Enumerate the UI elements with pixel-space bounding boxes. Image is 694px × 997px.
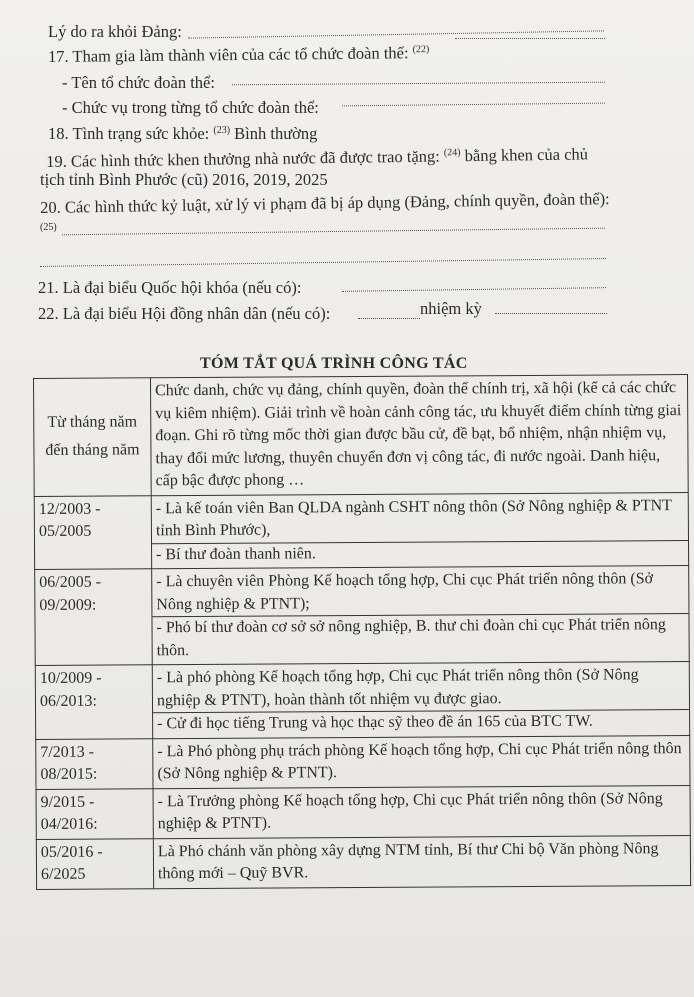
table-row	[35, 661, 689, 738]
period-cell: 9/2015 - 04/2016:	[36, 788, 153, 839]
header-period-cell	[34, 378, 152, 496]
item22-peoples-council: 22. Là đại biểu Hội đồng nhân dân (nếu có):	[38, 304, 331, 323]
period-cell: 05/2016 - 6/2025	[36, 838, 153, 889]
item22-term-label: nhiệm kỳ	[420, 299, 482, 318]
item21-national-assembly: 21. Là đại biểu Quốc hội khóa (nếu có):	[38, 278, 302, 297]
item18-health: 18. Tình trạng sức khỏe: $^{(23)}$ Bình thường	[48, 124, 318, 143]
table-row	[35, 565, 690, 665]
description-cell: - Là Trưởng phòng Kế hoạch tổng hợp, Chi cục Phát triển nông thôn (Sở Nông nghiệp & PTNT).	[153, 785, 690, 838]
item20-ref: (25)	[40, 222, 57, 233]
item22-blank-1	[358, 318, 420, 319]
item19-awards-cont: tịch tỉnh Bình Phước (cũ) 2016, 2019, 2025	[40, 170, 328, 189]
period-cell: 12/2003 - 05/2005	[34, 495, 151, 569]
item20-discipline: 20. Các hình thức kỷ luật, xử lý vi phạm đã bị áp dụng (Đảng, chính quyền, đoàn thể):	[40, 189, 610, 217]
table-row	[36, 785, 690, 839]
item19-awards: 19. Các hình thức khen thưởng nhà nước đã được trao tặng: $^{(24)}$ bằng khen của chủ	[46, 144, 589, 171]
org-position-label: - Chức vụ trong từng tổ chức đoàn thể:	[62, 98, 319, 117]
org-position-blank	[342, 103, 605, 107]
table-row	[36, 735, 690, 789]
item20-blank-2	[40, 258, 606, 267]
period-cell: 7/2013 - 08/2015:	[36, 738, 153, 789]
description-cell: - Là chuyên viên Phòng Kế hoạch tổng hợp, Chi cục Phát triển nông thôn (Sở Nông nghiệp & PTNT); - Phó bí thư đoàn cơ sở sở nông nghiệp, B. thư chi đoàn chi cục Phát triển nông thôn.	[152, 565, 690, 664]
description-cell: - Là phó phòng Kế hoạch tổng hợp, Chi cục Phát triển nông thôn (Sở Nông nghiệp & PTNT), hoàn thành tốt nhiệm vụ được giao. - Cử đi học tiếng Trung và học thạc sỹ theo đề án 165 của BTC TW.	[152, 661, 689, 738]
org-name-blank	[232, 82, 605, 86]
item17-blank	[455, 38, 605, 39]
org-name-label: - Tên tổ chức đoàn thể:	[62, 73, 215, 92]
description-cell: - Là Phó phòng phụ trách phòng Kế hoạch tổng hợp, Chi cục Phát triển nông thôn (Sở Nông nghiệp & PTNT).	[153, 735, 690, 788]
header-period-to: đến tháng năm	[45, 441, 140, 460]
description-cell: Là Phó chánh văn phòng xây dựng NTM tỉnh, Bí thư Chi bộ Văn phòng Nông thông mới – Quỹ BVR.	[153, 835, 690, 888]
period-cell: 06/2005 - 09/2009:	[35, 569, 153, 666]
work-history-table	[33, 374, 691, 889]
table-header-row	[34, 375, 689, 496]
item17-label: 17. Tham gia làm thành viên của các tổ chức đoàn thể: $^{(22)}$	[47, 43, 430, 66]
party-leave-reason-label: Lý do ra khỏi Đảng:	[48, 22, 182, 41]
work-summary-title: TÓM TẮT QUÁ TRÌNH CÔNG TÁC	[200, 355, 468, 372]
period-cell: 10/2009 - 06/2013:	[35, 665, 152, 739]
item20-blank-1	[62, 228, 605, 236]
table-row	[36, 835, 690, 889]
table-row	[34, 492, 688, 569]
item22-blank-2	[495, 313, 607, 314]
item21-blank	[342, 287, 606, 292]
header-description-cell: Chức danh, chức vụ đảng, chính quyền, đoàn thể chính trị, xã hội (kể cả các chức vụ kiêm nhiệm). Giải trình về hoàn cảnh công tác, ưu khuyết điểm chính từng giai đoạn. Ghi rõ từng mốc thời gian được bầu cử, đề bạt, bổ nhiệm, nhận nhiệm vụ, thay đổi mức lương, thuyên chuyển đơn vị công tác, đi nước ngoài. Danh hiệu, cấp bậc được phong …	[151, 375, 689, 496]
description-cell: - Là kế toán viên Ban QLDA ngành CSHT nông thôn (Sở Nông nghiệp & PTNT tỉnh Bình Phước), - Bí thư đoàn thanh niên.	[151, 492, 688, 569]
header-period-from: Từ tháng năm	[47, 413, 138, 431]
